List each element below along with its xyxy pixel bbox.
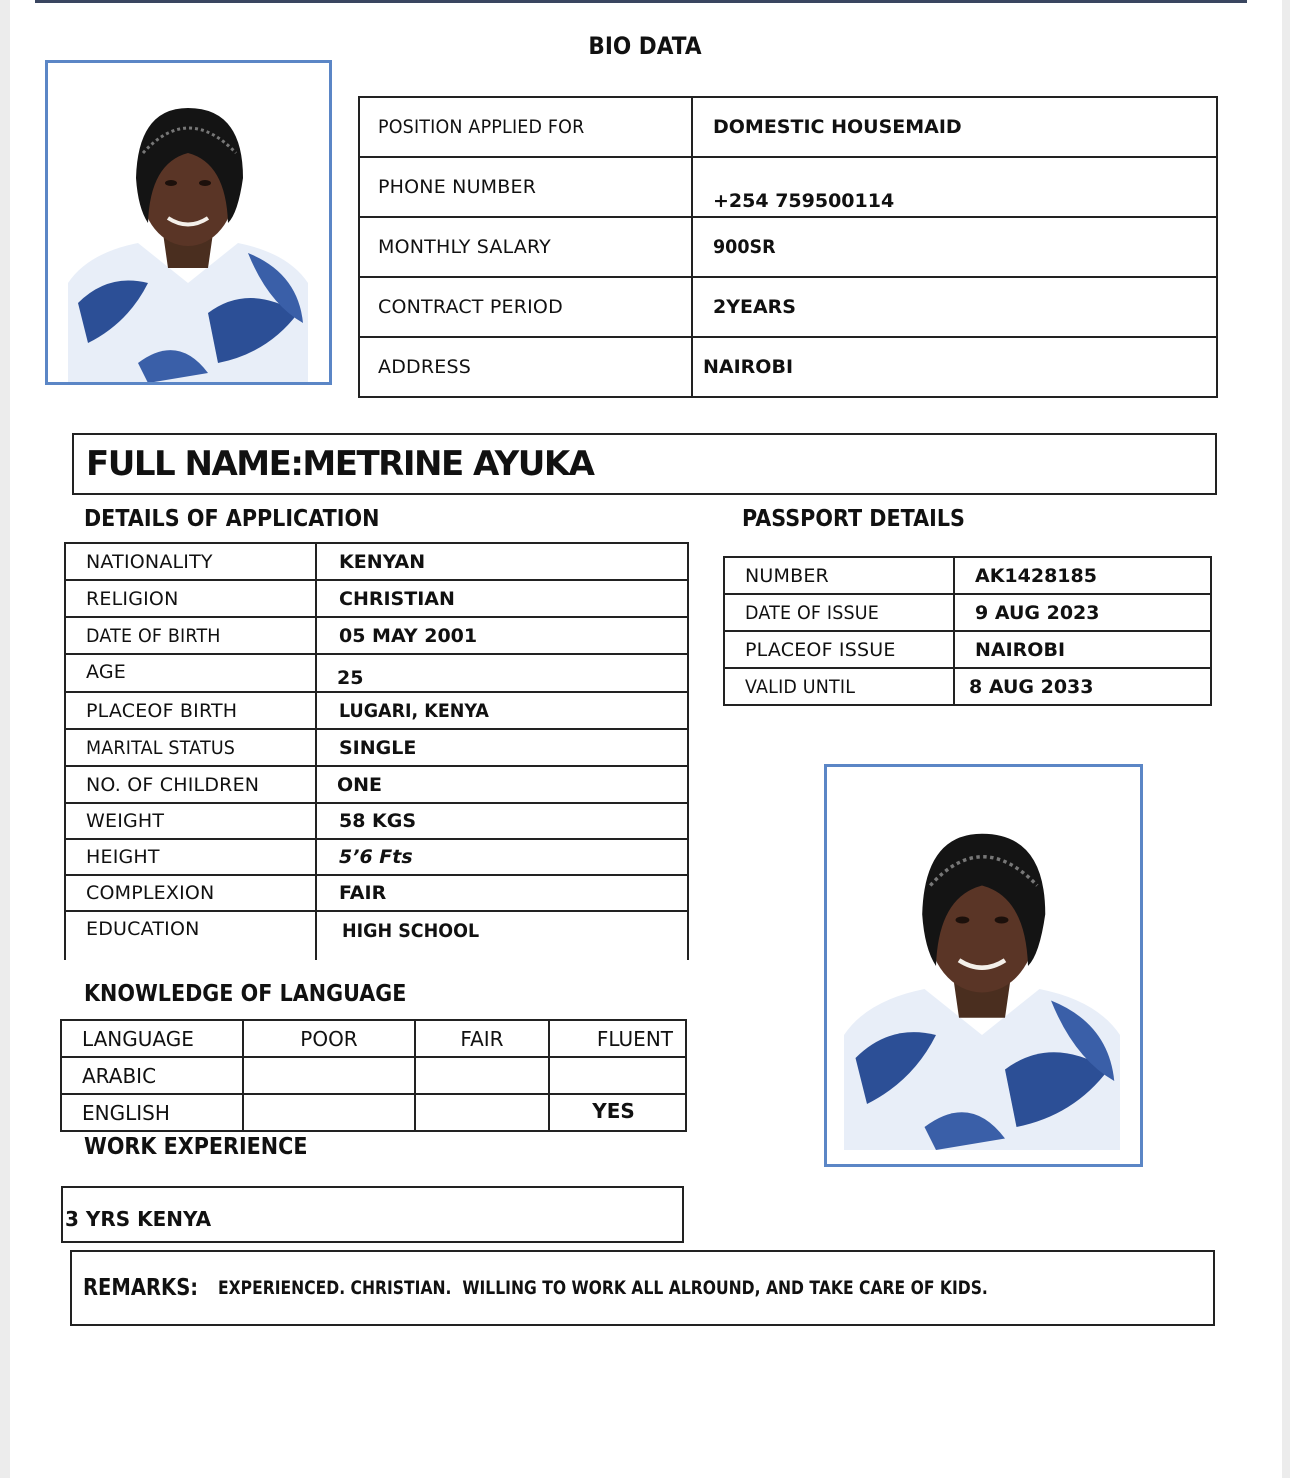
children-value: ONE xyxy=(316,766,688,803)
language-arabic: ARABIC xyxy=(61,1057,243,1094)
remarks-text: EXPERIENCED. CHRISTIAN. WILLING TO WORK ALL ALROUND, AND TAKE CARE OF KIDS. xyxy=(218,1277,989,1299)
complexion-value: FAIR xyxy=(316,875,688,911)
complexion-label: COMPLEXION xyxy=(65,875,316,911)
age-label: AGE xyxy=(65,654,316,692)
full-name: FULL NAME:METRINE AYUKA xyxy=(86,444,594,484)
page-title: BIO DATA xyxy=(588,32,702,60)
table-row xyxy=(359,97,1217,157)
position-label: POSITION APPLIED FOR xyxy=(359,97,692,157)
table-header-row xyxy=(61,1020,686,1057)
table-row xyxy=(65,839,688,875)
issue-place-value: NAIROBI xyxy=(954,631,1211,668)
header-fluent: FLUENT xyxy=(549,1020,686,1057)
portrait-photo-bottom xyxy=(824,764,1143,1167)
valid-until-value: 8 AUG 2033 xyxy=(954,668,1211,705)
table-row xyxy=(65,729,688,766)
english-fluent: YES xyxy=(549,1094,686,1131)
remarks-box xyxy=(70,1250,1215,1326)
table-row xyxy=(724,557,1211,594)
table-row xyxy=(65,617,688,654)
passport-heading: PASSPORT DETAILS xyxy=(742,506,965,532)
salary-label: MONTHLY SALARY xyxy=(359,217,692,277)
education-value: HIGH SCHOOL xyxy=(316,911,688,960)
table-row xyxy=(65,692,688,729)
arabic-fair xyxy=(415,1057,549,1094)
weight-value: 58 KGS xyxy=(316,803,688,839)
full-name-box xyxy=(72,433,1217,495)
language-heading: KNOWLEDGE OF LANGUAGE xyxy=(84,981,407,1007)
height-value: 5’6 Fts xyxy=(316,839,688,875)
portrait-icon xyxy=(68,83,308,383)
work-experience-value: 3 YRS KENYA xyxy=(65,1206,212,1231)
position-value: DOMESTIC HOUSEMAID xyxy=(692,97,1217,157)
remarks-label: REMARKS: xyxy=(83,1275,199,1301)
language-table xyxy=(60,1019,687,1132)
religion-value: CHRISTIAN xyxy=(316,580,688,617)
portrait-photo-top xyxy=(45,60,332,385)
top-rule xyxy=(35,0,1247,3)
table-row xyxy=(65,875,688,911)
age-value: 25 xyxy=(316,654,688,692)
arabic-poor xyxy=(243,1057,415,1094)
passport-number-label: NUMBER xyxy=(724,557,954,594)
details-table xyxy=(64,542,689,960)
birthplace-value: LUGARI, KENYA xyxy=(316,692,688,729)
table-row xyxy=(65,803,688,839)
valid-until-label: VALID UNTIL xyxy=(724,668,954,705)
nationality-value: KENYAN xyxy=(316,543,688,580)
table-row xyxy=(724,594,1211,631)
nationality-label: NATIONALITY xyxy=(65,543,316,580)
header-fair: FAIR xyxy=(415,1020,549,1057)
phone-label: PHONE NUMBER xyxy=(359,157,692,217)
table-row xyxy=(724,631,1211,668)
education-label: EDUCATION xyxy=(65,911,316,960)
issue-place-label: PLACEOF ISSUE xyxy=(724,631,954,668)
table-row xyxy=(65,580,688,617)
phone-value: +254 759500114 xyxy=(692,157,1217,217)
table-row xyxy=(359,157,1217,217)
table-row xyxy=(359,277,1217,337)
salary-value: 900SR xyxy=(692,217,1217,277)
table-row xyxy=(65,911,688,960)
table-row xyxy=(61,1094,686,1131)
work-heading: WORK EXPERIENCE xyxy=(84,1134,308,1160)
children-label: NO. OF CHILDREN xyxy=(65,766,316,803)
english-fair xyxy=(415,1094,549,1131)
details-heading: DETAILS OF APPLICATION xyxy=(84,506,380,532)
height-label: HEIGHT xyxy=(65,839,316,875)
address-label: ADDRESS xyxy=(359,337,692,397)
passport-number-value: AK1428185 xyxy=(954,557,1211,594)
address-value: NAIROBI xyxy=(692,337,1217,397)
portrait-icon xyxy=(844,805,1120,1150)
table-row xyxy=(65,654,688,692)
language-english: ENGLISH xyxy=(61,1094,243,1131)
marital-value: SINGLE xyxy=(316,729,688,766)
issue-date-label: DATE OF ISSUE xyxy=(724,594,954,631)
header-poor: POOR xyxy=(243,1020,415,1057)
table-row xyxy=(359,337,1217,397)
dob-value: 05 MAY 2001 xyxy=(316,617,688,654)
english-poor xyxy=(243,1094,415,1131)
marital-label: MARITAL STATUS xyxy=(65,729,316,766)
contract-value: 2YEARS xyxy=(692,277,1217,337)
issue-date-value: 9 AUG 2023 xyxy=(954,594,1211,631)
birthplace-label: PLACEOF BIRTH xyxy=(65,692,316,729)
table-row xyxy=(724,668,1211,705)
contract-label: CONTRACT PERIOD xyxy=(359,277,692,337)
work-experience-box xyxy=(61,1186,684,1243)
weight-label: WEIGHT xyxy=(65,803,316,839)
religion-label: RELIGION xyxy=(65,580,316,617)
header-language: LANGUAGE xyxy=(61,1020,243,1057)
bio-summary-table xyxy=(358,96,1218,398)
passport-table xyxy=(723,556,1212,706)
table-row xyxy=(65,543,688,580)
dob-label: DATE OF BIRTH xyxy=(65,617,316,654)
arabic-fluent xyxy=(549,1057,686,1094)
table-row xyxy=(61,1057,686,1094)
table-row xyxy=(359,217,1217,277)
table-row xyxy=(65,766,688,803)
